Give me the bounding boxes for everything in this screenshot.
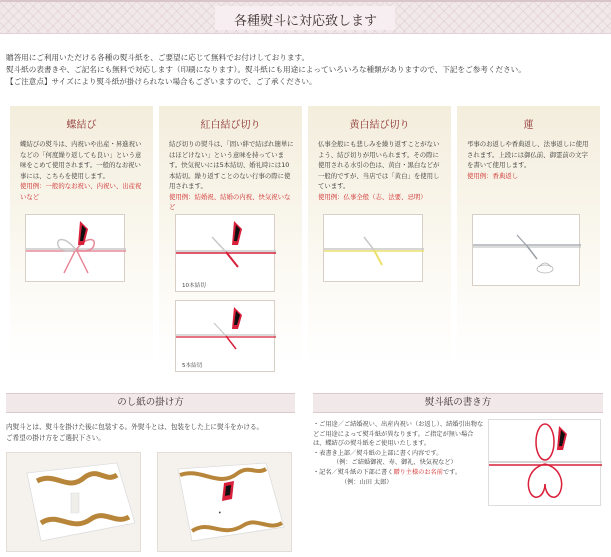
box-image-uchinoshi — [6, 452, 141, 552]
intro-line-3: 【ご注意点】サイズにより熨斗紙が掛けられない場合もございますので、ご了承ください。 — [6, 77, 317, 86]
kakikata-text — [313, 420, 485, 487]
svg-text:•: • — [218, 510, 222, 517]
card-desc: 弔事のお返しや香典返し、法事返しに使用されます。上段には御仏前、御霊前の文字を書いて使用します。 — [467, 140, 589, 169]
intro-line-1: 贈答用にご利用いただける各種の熨斗紙を、ご要望に応じて無料でお付けしております。 — [6, 53, 310, 62]
kakikata-bullet-3-red: 贈り主様のお名前 — [393, 468, 443, 476]
card-title: 紅白結び切り — [200, 120, 261, 131]
kakekata-text — [6, 422, 306, 443]
caption-10: 10本結切 — [182, 283, 206, 289]
noshi-image-chomusubi — [25, 214, 125, 282]
kakikata-bullet-2: ・表書き上部／熨斗紙の上部に書く内容です。 — [313, 449, 443, 457]
kakikata-note-3: （例：山田 太郎） — [341, 478, 393, 486]
kakikata-bullet-3-prefix: ・記名／熨斗紙の下部に書く — [313, 468, 394, 476]
card-desc: 結び切りの熨斗は、「固い絆で結ばれ簡単にはほどけない」という意味を持っています。快気祝いには5本結切、婚礼時には10本結切。繰り返すことのない行事の際に使用されます。 — [169, 140, 294, 190]
kakekata-text-1: 内熨斗とは、熨斗を掛けた後に包装する。外熨斗とは、包装をした上に熨斗をかける。 — [6, 423, 264, 431]
kakekata-text-2: ご希望の掛け方をご選択下さい。 — [6, 433, 105, 442]
card-use: 使用例：仏事全般（志、法要、忌明） — [318, 192, 427, 201]
kakikata-diagram — [488, 419, 601, 506]
section-header-kakikata: 熨斗紙の書き方 — [313, 393, 603, 413]
card-title: 黄白結び切り — [349, 120, 410, 131]
card-use: 使用例：香典返し — [467, 171, 519, 180]
caption-5: 5本結切 — [182, 363, 203, 369]
card-desc: 仏事全般にも悲しみを繰り返すことがないよう、結び切りが用いられます。その際に使用される水引の色は、黄白・黒白などが一般的ですが、当店では「黄白」を使用しています。 — [318, 140, 440, 190]
page-title: 各種熨斗に対応致します — [233, 14, 377, 29]
noshi-image-5 — [175, 300, 275, 372]
noshi-image-kihaku — [323, 214, 423, 282]
kakikata-note-2: （例：ご結婚御祝、寿、御礼、快気祝など） — [333, 459, 457, 467]
card-title: 蝶結び — [66, 120, 97, 131]
intro-line-2: 熨斗紙の表書きや、ご記名にも無料で対応します（印刷になります）。熨斗紙にも用途によっていろいろな種類がありますので、下記をご参考ください。 — [6, 65, 526, 74]
noshi-image-10 — [175, 214, 275, 292]
box-image-sotonoshi — [157, 452, 292, 552]
kakikata-bullet-1: ・ご用途／ご結婚祝い、出産内祝い（お返し）、結婚引出物などご用途によって熨斗紙が異なります。ご指定が無い場合は、蝶結びの熨斗紙をご使用いたします。 — [313, 421, 484, 448]
kakikata-bullet-3-suffix: です。 — [442, 468, 462, 476]
page-header — [0, 0, 611, 34]
card-desc: 蝶結びの熨斗は、内祝いや出産・昇進祝いなどの「何度繰り返しても良い」という意味をこめて使用されます。一般的なお祝い事には、こちらを使用します。 — [20, 140, 142, 180]
intro-text — [6, 52, 606, 88]
card-use: 使用例：結婚祝、結婚の内祝、快気祝いなど — [169, 192, 291, 211]
kakikata-bullet-3 — [313, 468, 485, 478]
card-title: 蓮 — [523, 120, 534, 131]
noshi-image-hasu — [472, 214, 580, 286]
section-header-kakekata: のし紙の掛け方 — [6, 393, 295, 413]
card-use: 使用例：一般的なお祝い、内祝い、出産祝いなど — [20, 182, 142, 201]
